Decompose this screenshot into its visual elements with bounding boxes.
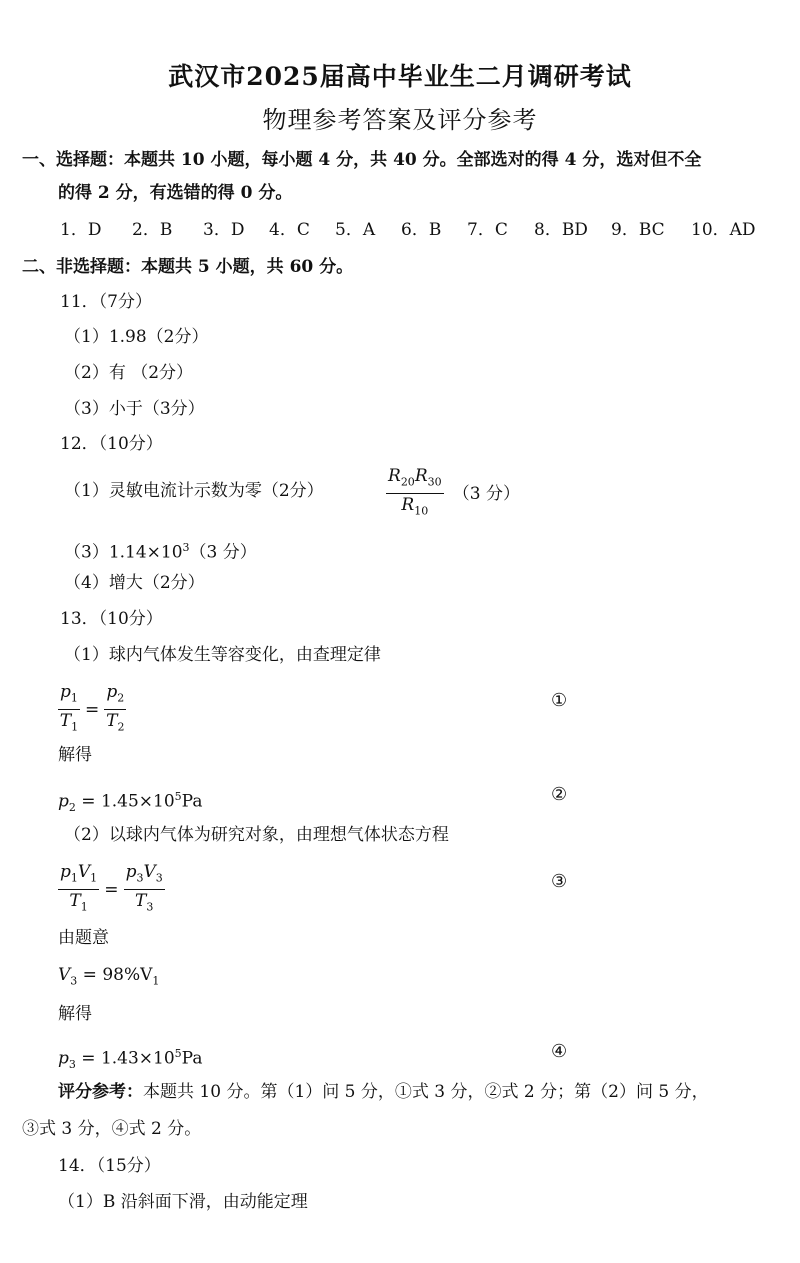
q13-scoring-line1: 评分参考：本题共 10 分。第（1）问 5 分，①式 3 分，②式 2 分；第（2）问 5 分， bbox=[58, 1082, 709, 1102]
q11-part3: （3）小于（3分） bbox=[64, 399, 205, 419]
q12-part4: （4）增大（2分） bbox=[64, 573, 205, 593]
mc-answer: 6．B bbox=[401, 220, 442, 240]
equation-p2: $p_2 = 1.45\times 10^5Pa$ bbox=[58, 790, 203, 815]
mc-answer: 3．D bbox=[203, 220, 245, 240]
page-title: 武汉市2025届高中毕业生二月调研考试 bbox=[168, 62, 632, 91]
equation-charles-law: $\frac{p_1}{T_1}$ = $\frac{p_2}{T_2}$ bbox=[59, 682, 125, 734]
mc-answer: 8．BD bbox=[534, 220, 588, 240]
q14-label: 14．（15分） bbox=[58, 1156, 161, 1176]
section1-heading-line1: 一、选择题：本题共 10 小题，每小题 4 分，共 40 分。全部选对的得 4 分，选对但不全 bbox=[22, 150, 702, 170]
equation-mark: ① bbox=[551, 690, 568, 711]
mc-answer: 5．A bbox=[335, 220, 376, 240]
q11-label: 11．（7分） bbox=[60, 292, 152, 312]
section1-heading-line2: 的得 2 分，有选错的得 0 分。 bbox=[58, 183, 293, 203]
q12-label: 12．（10分） bbox=[60, 434, 163, 454]
q13-given: 由题意 bbox=[58, 928, 109, 948]
q13-solve1: 解得 bbox=[58, 745, 92, 765]
q11-part1: （1）1.98（2分） bbox=[64, 327, 209, 347]
equation-mark: ③ bbox=[551, 871, 568, 892]
equation-v3: $V_3 = 98\%V_1$ bbox=[58, 965, 160, 988]
mc-answer: 7．C bbox=[467, 220, 508, 240]
q13-scoring-line2: ③式 3 分，④式 2 分。 bbox=[22, 1119, 202, 1139]
equation-p3: $p_3 = 1.43\times 10^5Pa$ bbox=[58, 1047, 203, 1072]
mc-answer: 10．AD bbox=[691, 220, 756, 240]
resistance-fraction: $\frac{R_{20}R_{30}}{R_{10}}$ bbox=[388, 466, 442, 518]
q12-part2-score: （3 分） bbox=[452, 483, 520, 504]
mc-answer: 9．BC bbox=[611, 220, 665, 240]
q11-part2: （2）有 （2分） bbox=[64, 363, 194, 383]
q13-solve2: 解得 bbox=[58, 1004, 92, 1024]
mc-answer-row bbox=[60, 220, 756, 240]
mc-answer: 4．C bbox=[269, 220, 310, 240]
q13-part2-intro: （2）以球内气体为研究对象，由理想气体状态方程 bbox=[64, 825, 449, 845]
mc-answer: 1．D bbox=[60, 220, 102, 240]
equation-mark: ④ bbox=[551, 1041, 568, 1062]
section2-heading: 二、非选择题：本题共 5 小题，共 60 分。 bbox=[22, 257, 354, 277]
equation-ideal-gas: $\frac{p_1V_1}{T_1}$ = $\frac{p_3V_3}{T_3}$ bbox=[60, 862, 163, 914]
page-subtitle: 物理参考答案及评分参考 bbox=[262, 106, 538, 134]
q13-label: 13．（10分） bbox=[60, 609, 163, 629]
equation-mark: ② bbox=[551, 784, 568, 805]
q12-part2-formula bbox=[386, 466, 520, 522]
q14-part1-intro: （1）B 沿斜面下滑，由动能定理 bbox=[58, 1192, 308, 1212]
q12-part1: （1）灵敏电流计示数为零（2分） bbox=[64, 481, 324, 501]
q12-part3: $(3)1.14\times 10^3(3$ 分） bbox=[64, 541, 257, 563]
mc-answer: 2．B bbox=[132, 220, 173, 240]
q13-part1-intro: （1）球内气体发生等容变化，由查理定律 bbox=[64, 645, 381, 665]
